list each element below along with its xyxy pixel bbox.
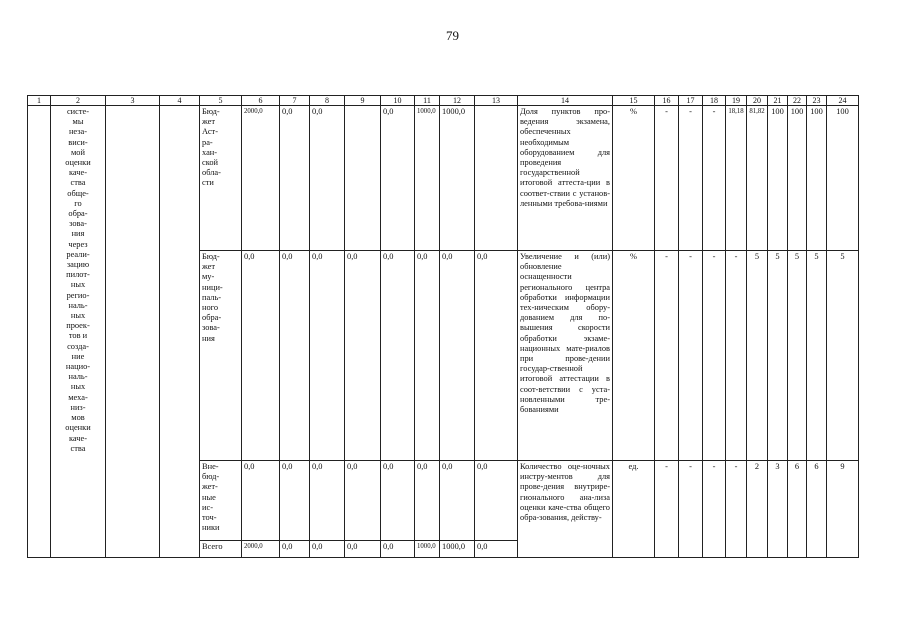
target-value: 5 xyxy=(747,251,768,461)
executor-cell xyxy=(106,106,160,558)
funding-value: 0,0 xyxy=(310,251,345,461)
total-value: 2000,0 xyxy=(242,541,280,558)
target-value: - xyxy=(679,251,703,461)
funding-value: 0,0 xyxy=(381,461,415,541)
target-value: 5 xyxy=(788,251,807,461)
column-number: 7 xyxy=(280,96,310,106)
unit-cell: ед. xyxy=(613,461,655,558)
table-row xyxy=(28,106,859,251)
column-number: 24 xyxy=(827,96,859,106)
funding-source: Вне- бюд- жет- ные ис- точ- ники xyxy=(200,461,242,541)
column-number: 1 xyxy=(28,96,51,106)
target-value: - xyxy=(726,461,747,558)
column-number: 6 xyxy=(242,96,280,106)
funding-value: 0,0 xyxy=(475,461,518,541)
column-number: 16 xyxy=(655,96,679,106)
total-label: Всего xyxy=(200,541,242,558)
column-number: 18 xyxy=(703,96,726,106)
column-number: 3 xyxy=(106,96,160,106)
column-number: 12 xyxy=(440,96,475,106)
target-value: 6 xyxy=(788,461,807,558)
column-number: 4 xyxy=(160,96,200,106)
funding-value: 1000,0 xyxy=(415,106,440,251)
program-table xyxy=(27,95,859,558)
target-value: 3 xyxy=(768,461,788,558)
target-value: 18,18 xyxy=(726,106,747,251)
target-value: - xyxy=(679,461,703,558)
funding-source: Бюд- жет му- ници- паль- ного обра- зова- ния xyxy=(200,251,242,461)
item-number-cell xyxy=(28,106,51,558)
indicator-text: Доля пунктов про-ведения экзамена, обеспеченных необходимым оборудованием для проведения государственной итоговой аттеста-ции в соответ-ствии с установ-ленными требова-ниями xyxy=(518,106,613,251)
column-number: 17 xyxy=(679,96,703,106)
funding-value: 0,0 xyxy=(475,251,518,461)
target-value: - xyxy=(703,461,726,558)
column-number: 9 xyxy=(345,96,381,106)
target-value: 5 xyxy=(807,251,827,461)
column-number: 10 xyxy=(381,96,415,106)
target-value: 6 xyxy=(807,461,827,558)
funding-value: 0,0 xyxy=(345,461,381,541)
column-number: 8 xyxy=(310,96,345,106)
target-value: 81,82 xyxy=(747,106,768,251)
target-value: - xyxy=(655,251,679,461)
indicator-text: Увеличение и (или) обновление оснащенности регионального центра обработки информации тех-ническим обору-дованием для по-вышения скорости обработки экзаме-национных мате-риалов при прове-дении государ-ственной итоговой аттестации в соот-ветствии с уста-новленными тре-бованиями xyxy=(518,251,613,461)
funding-value: 0,0 xyxy=(280,251,310,461)
target-value: - xyxy=(655,106,679,251)
target-value: - xyxy=(703,251,726,461)
measure-text: систе- мы неза- виси- мой оценки каче- ства обще- го обра- зова- ния через реали- зацию пилот- ных регио- наль- ных проек- тов и созда- ние нацио- наль- ных меха- низ- мов оценки каче- ства xyxy=(51,106,106,558)
column-number: 20 xyxy=(747,96,768,106)
indicator-text: Количество оце-ночных инстру-ментов для прове-дения внутрире-гионального ана-лиза оценки каче-ства общего обра-зования, действу- xyxy=(518,461,613,558)
column-number-row xyxy=(28,96,859,106)
unit-cell: % xyxy=(613,106,655,251)
target-value: 5 xyxy=(768,251,788,461)
column-number: 2 xyxy=(51,96,106,106)
total-value: 0,0 xyxy=(475,541,518,558)
funding-value xyxy=(475,106,518,251)
funding-value: 0,0 xyxy=(440,461,475,541)
funding-value: 0,0 xyxy=(242,251,280,461)
funding-value: 0,0 xyxy=(345,251,381,461)
target-value: 100 xyxy=(768,106,788,251)
funding-value: 0,0 xyxy=(242,461,280,541)
target-value: - xyxy=(679,106,703,251)
funding-value: 0,0 xyxy=(415,251,440,461)
funding-value: 1000,0 xyxy=(440,106,475,251)
funding-value: 0,0 xyxy=(310,461,345,541)
funding-source: Бюд- жет Аст- ра- хан- ской обла- сти xyxy=(200,106,242,251)
unit-cell: % xyxy=(613,251,655,461)
target-value: 9 xyxy=(827,461,859,558)
funding-value: 0,0 xyxy=(310,106,345,251)
target-value: 5 xyxy=(827,251,859,461)
total-value: 1000,0 xyxy=(440,541,475,558)
funding-value: 0,0 xyxy=(280,106,310,251)
total-value: 0,0 xyxy=(280,541,310,558)
target-value: - xyxy=(655,461,679,558)
total-value: 0,0 xyxy=(381,541,415,558)
column-number: 19 xyxy=(726,96,747,106)
column-number: 5 xyxy=(200,96,242,106)
target-value: 100 xyxy=(788,106,807,251)
funding-value: 0,0 xyxy=(381,251,415,461)
target-value: 2 xyxy=(747,461,768,558)
column-number: 23 xyxy=(807,96,827,106)
column-number: 14 xyxy=(518,96,613,106)
target-value: 100 xyxy=(807,106,827,251)
total-value: 1000,0 xyxy=(415,541,440,558)
period-cell xyxy=(160,106,200,558)
column-number: 11 xyxy=(415,96,440,106)
funding-value xyxy=(345,106,381,251)
column-number: 15 xyxy=(613,96,655,106)
page-number: 79 xyxy=(446,28,459,43)
total-value: 0,0 xyxy=(310,541,345,558)
column-number: 13 xyxy=(475,96,518,106)
column-number: 21 xyxy=(768,96,788,106)
funding-value: 2000,0 xyxy=(242,106,280,251)
target-value: 100 xyxy=(827,106,859,251)
target-value: - xyxy=(726,251,747,461)
funding-value: 0,0 xyxy=(440,251,475,461)
funding-value: 0,0 xyxy=(415,461,440,541)
target-value: - xyxy=(703,106,726,251)
funding-value: 0,0 xyxy=(381,106,415,251)
column-number: 22 xyxy=(788,96,807,106)
funding-value: 0,0 xyxy=(280,461,310,541)
total-value: 0,0 xyxy=(345,541,381,558)
